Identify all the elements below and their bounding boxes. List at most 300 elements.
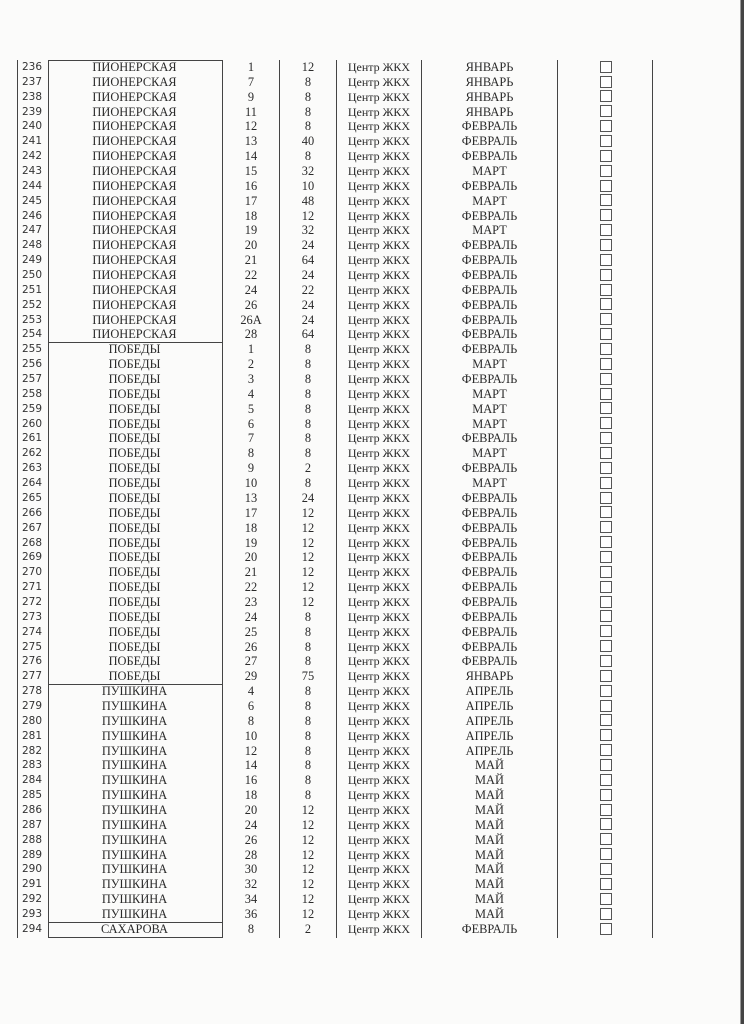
street-name: ПИОНЕРСКАЯ bbox=[92, 297, 177, 312]
table-row bbox=[17, 565, 653, 580]
checkbox-cell bbox=[558, 461, 653, 476]
organization: Центр ЖКХ bbox=[347, 253, 411, 268]
checkbox-cell bbox=[558, 758, 653, 773]
house-number: 21 bbox=[244, 253, 258, 268]
checkbox-cell bbox=[558, 223, 653, 238]
organization: Центр ЖКХ bbox=[347, 802, 411, 817]
checkbox[interactable] bbox=[600, 566, 612, 578]
row-number: 275 bbox=[21, 640, 43, 653]
checkbox[interactable] bbox=[600, 521, 612, 533]
table-row bbox=[17, 60, 653, 75]
row-number: 284 bbox=[21, 774, 43, 787]
street-name: ПУШКИНА bbox=[101, 713, 168, 728]
checkbox[interactable] bbox=[600, 76, 612, 88]
table-row bbox=[17, 446, 653, 461]
checkbox[interactable] bbox=[600, 833, 612, 845]
checkbox-cell bbox=[558, 283, 653, 298]
table-row bbox=[17, 848, 653, 863]
apartment-count: 22 bbox=[301, 282, 315, 297]
organization: Центр ЖКХ bbox=[347, 847, 411, 862]
month: МАЙ bbox=[475, 892, 504, 907]
checkbox-cell bbox=[558, 714, 653, 729]
checkbox[interactable] bbox=[600, 61, 612, 73]
table-row bbox=[17, 461, 653, 476]
table-row bbox=[17, 669, 653, 684]
table-row bbox=[17, 238, 653, 253]
row-number: 256 bbox=[21, 358, 43, 371]
checkbox-cell bbox=[558, 60, 653, 75]
apartment-count: 12 bbox=[301, 877, 315, 892]
checkbox[interactable] bbox=[600, 284, 612, 296]
apartment-count: 24 bbox=[301, 490, 315, 505]
house-number: 2 bbox=[247, 357, 255, 372]
checkbox-cell bbox=[558, 75, 653, 90]
organization: Центр ЖКХ bbox=[347, 386, 411, 401]
apartment-count: 8 bbox=[304, 386, 312, 401]
street-name: ПОБЕДЫ bbox=[108, 609, 161, 624]
checkbox[interactable] bbox=[600, 165, 612, 177]
row-number: 294 bbox=[21, 922, 43, 935]
apartment-count: 12 bbox=[301, 906, 315, 921]
checkbox-cell bbox=[558, 684, 653, 699]
apartment-count: 12 bbox=[301, 580, 315, 595]
house-number: 26А bbox=[240, 312, 262, 327]
street-name: ПОБЕДЫ bbox=[108, 565, 161, 580]
house-number: 25 bbox=[244, 624, 258, 639]
checkbox[interactable] bbox=[600, 744, 612, 756]
house-number: 8 bbox=[247, 921, 255, 936]
checkbox-cell bbox=[558, 238, 653, 253]
checkbox-cell bbox=[558, 803, 653, 818]
apartment-count: 8 bbox=[304, 416, 312, 431]
month: ФЕВРАЛЬ bbox=[461, 119, 518, 134]
house-number: 26 bbox=[244, 639, 258, 654]
row-number: 289 bbox=[21, 848, 43, 861]
apartment-count: 12 bbox=[301, 208, 315, 223]
row-number: 290 bbox=[21, 863, 43, 876]
apartment-count: 12 bbox=[301, 892, 315, 907]
month: АПРЕЛЬ bbox=[465, 684, 514, 699]
table-row bbox=[17, 595, 653, 610]
row-number: 239 bbox=[21, 105, 43, 118]
house-number: 17 bbox=[244, 505, 258, 520]
apartment-count: 8 bbox=[304, 401, 312, 416]
checkbox[interactable] bbox=[600, 848, 612, 860]
month: ФЕВРАЛЬ bbox=[461, 253, 518, 268]
month: ФЕВРАЛЬ bbox=[461, 282, 518, 297]
house-number: 9 bbox=[247, 461, 255, 476]
house-number: 26 bbox=[244, 832, 258, 847]
checkbox[interactable] bbox=[600, 908, 612, 920]
row-number: 260 bbox=[21, 417, 43, 430]
checkbox[interactable] bbox=[600, 373, 612, 385]
checkbox[interactable] bbox=[600, 610, 612, 622]
street-name: ПОБЕДЫ bbox=[108, 401, 161, 416]
table-row bbox=[17, 179, 653, 194]
street-name: ПИОНЕРСКАЯ bbox=[92, 327, 177, 342]
row-number: 242 bbox=[21, 150, 43, 163]
house-number: 16 bbox=[244, 178, 258, 193]
street-name: ПИОНЕРСКАЯ bbox=[92, 74, 177, 89]
table-row bbox=[17, 803, 653, 818]
schedule-table bbox=[17, 60, 653, 937]
checkbox[interactable] bbox=[600, 150, 612, 162]
apartment-count: 8 bbox=[304, 476, 312, 491]
checkbox[interactable] bbox=[600, 536, 612, 548]
month: МАЙ bbox=[475, 817, 504, 832]
street-name: ПОБЕДЫ bbox=[108, 624, 161, 639]
checkbox-cell bbox=[558, 640, 653, 655]
organization: Центр ЖКХ bbox=[347, 550, 411, 565]
checkbox[interactable] bbox=[600, 239, 612, 251]
organization: Центр ЖКХ bbox=[347, 565, 411, 580]
apartment-count: 10 bbox=[301, 178, 315, 193]
table-row bbox=[17, 149, 653, 164]
house-number: 12 bbox=[244, 743, 258, 758]
checkbox-cell bbox=[558, 654, 653, 669]
organization: Центр ЖКХ bbox=[347, 921, 411, 936]
checkbox[interactable] bbox=[600, 328, 612, 340]
organization: Центр ЖКХ bbox=[347, 60, 411, 74]
apartment-count: 8 bbox=[304, 372, 312, 387]
organization: Центр ЖКХ bbox=[347, 862, 411, 877]
row-number: 251 bbox=[21, 283, 43, 296]
month: ЯНВАРЬ bbox=[465, 89, 514, 104]
checkbox[interactable] bbox=[600, 670, 612, 682]
street-name: ПОБЕДЫ bbox=[108, 386, 161, 401]
organization: Центр ЖКХ bbox=[347, 743, 411, 758]
checkbox-cell bbox=[558, 595, 653, 610]
month: ФЕВРАЛЬ bbox=[461, 654, 518, 669]
row-number: 237 bbox=[21, 75, 43, 88]
checkbox[interactable] bbox=[600, 388, 612, 400]
house-number: 14 bbox=[244, 149, 258, 164]
street-name: ПУШКИНА bbox=[101, 788, 168, 803]
month: МАЙ bbox=[475, 847, 504, 862]
street-name: ПОБЕДЫ bbox=[108, 357, 161, 372]
row-number: 285 bbox=[21, 789, 43, 802]
apartment-count: 64 bbox=[301, 327, 315, 342]
table-row bbox=[17, 90, 653, 105]
table-row bbox=[17, 818, 653, 833]
apartment-count: 12 bbox=[301, 535, 315, 550]
organization: Центр ЖКХ bbox=[347, 193, 411, 208]
checkbox-cell bbox=[558, 550, 653, 565]
house-number: 12 bbox=[244, 119, 258, 134]
scan-edge-shadow bbox=[740, 0, 741, 1024]
checkbox[interactable] bbox=[600, 90, 612, 102]
checkbox[interactable] bbox=[600, 402, 612, 414]
house-number: 24 bbox=[244, 609, 258, 624]
table-row bbox=[17, 268, 653, 283]
month: ФЕВРАЛЬ bbox=[461, 268, 518, 283]
checkbox-cell bbox=[558, 565, 653, 580]
checkbox-cell bbox=[558, 417, 653, 432]
table-row bbox=[17, 119, 653, 134]
house-number: 10 bbox=[244, 476, 258, 491]
checkbox[interactable] bbox=[600, 313, 612, 325]
checkbox[interactable] bbox=[600, 477, 612, 489]
month: ФЕВРАЛЬ bbox=[461, 580, 518, 595]
apartment-count: 8 bbox=[304, 773, 312, 788]
table-row bbox=[17, 521, 653, 536]
table-row bbox=[17, 922, 653, 937]
street-name: ПОБЕДЫ bbox=[108, 416, 161, 431]
table-row bbox=[17, 283, 653, 298]
table-row bbox=[17, 491, 653, 506]
house-number: 8 bbox=[247, 446, 255, 461]
checkbox[interactable] bbox=[600, 254, 612, 266]
organization: Центр ЖКХ bbox=[347, 431, 411, 446]
month: МАРТ bbox=[472, 476, 507, 491]
street-name: ПУШКИНА bbox=[101, 684, 168, 699]
checkbox-cell bbox=[558, 298, 653, 313]
table-row bbox=[17, 417, 653, 432]
checkbox-cell bbox=[558, 313, 653, 328]
apartment-count: 12 bbox=[301, 832, 315, 847]
table-row bbox=[17, 372, 653, 387]
apartment-count: 8 bbox=[304, 624, 312, 639]
street-name: ПОБЕДЫ bbox=[108, 594, 161, 609]
checkbox-cell bbox=[558, 922, 653, 937]
checkbox[interactable] bbox=[600, 105, 612, 117]
house-number: 19 bbox=[244, 223, 258, 238]
checkbox[interactable] bbox=[600, 818, 612, 830]
house-number: 19 bbox=[244, 535, 258, 550]
checkbox[interactable] bbox=[600, 893, 612, 905]
checkbox[interactable] bbox=[600, 358, 612, 370]
organization: Центр ЖКХ bbox=[347, 505, 411, 520]
month: МАРТ bbox=[472, 386, 507, 401]
street-name: ПИОНЕРСКАЯ bbox=[92, 253, 177, 268]
checkbox-cell bbox=[558, 729, 653, 744]
house-number: 4 bbox=[247, 386, 255, 401]
checkbox[interactable] bbox=[600, 269, 612, 281]
street-name: ПУШКИНА bbox=[101, 892, 168, 907]
organization: Центр ЖКХ bbox=[347, 416, 411, 431]
checkbox-cell bbox=[558, 268, 653, 283]
checkbox[interactable] bbox=[600, 878, 612, 890]
apartment-count: 8 bbox=[304, 698, 312, 713]
house-number: 23 bbox=[244, 594, 258, 609]
checkbox[interactable] bbox=[600, 194, 612, 206]
checkbox[interactable] bbox=[600, 596, 612, 608]
organization: Центр ЖКХ bbox=[347, 684, 411, 699]
organization: Центр ЖКХ bbox=[347, 773, 411, 788]
checkbox[interactable] bbox=[600, 432, 612, 444]
table-row bbox=[17, 877, 653, 892]
checkbox[interactable] bbox=[600, 759, 612, 771]
organization: Центр ЖКХ bbox=[347, 208, 411, 223]
month: МАРТ bbox=[472, 193, 507, 208]
apartment-count: 8 bbox=[304, 639, 312, 654]
organization: Центр ЖКХ bbox=[347, 357, 411, 372]
checkbox[interactable] bbox=[600, 506, 612, 518]
month: МАЙ bbox=[475, 758, 504, 773]
apartment-count: 12 bbox=[301, 565, 315, 580]
organization: Центр ЖКХ bbox=[347, 535, 411, 550]
checkbox[interactable] bbox=[600, 298, 612, 310]
checkbox-cell bbox=[558, 580, 653, 595]
apartment-count: 12 bbox=[301, 520, 315, 535]
table-row bbox=[17, 714, 653, 729]
month: МАРТ bbox=[472, 446, 507, 461]
checkbox[interactable] bbox=[600, 581, 612, 593]
row-number: 264 bbox=[21, 477, 43, 490]
apartment-count: 12 bbox=[301, 550, 315, 565]
checkbox[interactable] bbox=[600, 640, 612, 652]
table-row bbox=[17, 758, 653, 773]
checkbox[interactable] bbox=[600, 729, 612, 741]
street-name: ПОБЕДЫ bbox=[108, 476, 161, 491]
table-row bbox=[17, 194, 653, 209]
house-number: 17 bbox=[244, 193, 258, 208]
month: ФЕВРАЛЬ bbox=[461, 178, 518, 193]
organization: Центр ЖКХ bbox=[347, 788, 411, 803]
checkbox-cell bbox=[558, 387, 653, 402]
checkbox[interactable] bbox=[600, 492, 612, 504]
table-row bbox=[17, 105, 653, 120]
checkbox-cell bbox=[558, 669, 653, 684]
checkbox[interactable] bbox=[600, 863, 612, 875]
month: ФЕВРАЛЬ bbox=[461, 609, 518, 624]
row-number: 269 bbox=[21, 551, 43, 564]
checkbox[interactable] bbox=[600, 462, 612, 474]
organization: Центр ЖКХ bbox=[347, 89, 411, 104]
apartment-count: 12 bbox=[301, 847, 315, 862]
checkbox[interactable] bbox=[600, 417, 612, 429]
apartment-count: 8 bbox=[304, 788, 312, 803]
row-number: 276 bbox=[21, 655, 43, 668]
table-row bbox=[17, 387, 653, 402]
house-number: 9 bbox=[247, 89, 255, 104]
organization: Центр ЖКХ bbox=[347, 580, 411, 595]
checkbox[interactable] bbox=[600, 209, 612, 221]
month: МАРТ bbox=[472, 401, 507, 416]
house-number: 10 bbox=[244, 728, 258, 743]
checkbox[interactable] bbox=[600, 135, 612, 147]
checkbox[interactable] bbox=[600, 685, 612, 697]
street-name: ПУШКИНА bbox=[101, 832, 168, 847]
checkbox-cell bbox=[558, 209, 653, 224]
checkbox-cell bbox=[558, 342, 653, 357]
checkbox[interactable] bbox=[600, 343, 612, 355]
organization: Центр ЖКХ bbox=[347, 297, 411, 312]
house-number: 8 bbox=[247, 713, 255, 728]
checkbox[interactable] bbox=[600, 789, 612, 801]
street-name: ПУШКИНА bbox=[101, 802, 168, 817]
checkbox[interactable] bbox=[600, 655, 612, 667]
checkbox-cell bbox=[558, 848, 653, 863]
checkbox-cell bbox=[558, 610, 653, 625]
street-name: ПУШКИНА bbox=[101, 877, 168, 892]
apartment-count: 8 bbox=[304, 149, 312, 164]
checkbox-cell bbox=[558, 907, 653, 922]
month: МАЙ bbox=[475, 788, 504, 803]
house-number: 16 bbox=[244, 773, 258, 788]
house-number: 36 bbox=[244, 906, 258, 921]
table-row bbox=[17, 684, 653, 699]
row-number: 267 bbox=[21, 521, 43, 534]
street-name: ПОБЕДЫ bbox=[108, 342, 161, 357]
street-name: ПУШКИНА bbox=[101, 728, 168, 743]
apartment-count: 12 bbox=[301, 60, 315, 74]
street-name: ПУШКИНА bbox=[101, 743, 168, 758]
checkbox-cell bbox=[558, 90, 653, 105]
month: ФЕВРАЛЬ bbox=[461, 312, 518, 327]
table-row bbox=[17, 342, 653, 357]
checkbox[interactable] bbox=[600, 120, 612, 132]
organization: Центр ЖКХ bbox=[347, 698, 411, 713]
checkbox-cell bbox=[558, 862, 653, 877]
organization: Центр ЖКХ bbox=[347, 282, 411, 297]
table-row bbox=[17, 580, 653, 595]
checkbox[interactable] bbox=[600, 180, 612, 192]
street-name: ПУШКИНА bbox=[101, 758, 168, 773]
checkbox[interactable] bbox=[600, 774, 612, 786]
row-number: 265 bbox=[21, 491, 43, 504]
organization: Центр ЖКХ bbox=[347, 446, 411, 461]
checkbox[interactable] bbox=[600, 923, 612, 935]
checkbox[interactable] bbox=[600, 551, 612, 563]
row-number: 291 bbox=[21, 878, 43, 891]
row-number: 245 bbox=[21, 194, 43, 207]
organization: Центр ЖКХ bbox=[347, 461, 411, 476]
house-number: 28 bbox=[244, 847, 258, 862]
apartment-count: 40 bbox=[301, 134, 315, 149]
apartment-count: 8 bbox=[304, 119, 312, 134]
checkbox[interactable] bbox=[600, 625, 612, 637]
apartment-count: 8 bbox=[304, 758, 312, 773]
organization: Центр ЖКХ bbox=[347, 906, 411, 921]
table-row bbox=[17, 729, 653, 744]
row-number: 252 bbox=[21, 298, 43, 311]
street-name: ПОБЕДЫ bbox=[108, 505, 161, 520]
row-number: 266 bbox=[21, 506, 43, 519]
house-number: 1 bbox=[247, 342, 255, 357]
month: АПРЕЛЬ bbox=[465, 743, 514, 758]
month: ФЕВРАЛЬ bbox=[461, 594, 518, 609]
checkbox[interactable] bbox=[600, 700, 612, 712]
apartment-count: 8 bbox=[304, 684, 312, 699]
checkbox-cell bbox=[558, 892, 653, 907]
apartment-count: 64 bbox=[301, 253, 315, 268]
row-number: 288 bbox=[21, 833, 43, 846]
table-row bbox=[17, 134, 653, 149]
house-number: 15 bbox=[244, 164, 258, 179]
street-name: ПИОНЕРСКАЯ bbox=[92, 178, 177, 193]
house-number: 3 bbox=[247, 372, 255, 387]
apartment-count: 8 bbox=[304, 713, 312, 728]
organization: Центр ЖКХ bbox=[347, 728, 411, 743]
apartment-count: 8 bbox=[304, 431, 312, 446]
month: ФЕВРАЛЬ bbox=[461, 327, 518, 342]
row-number: 258 bbox=[21, 387, 43, 400]
checkbox[interactable] bbox=[600, 224, 612, 236]
month: ФЕВРАЛЬ bbox=[461, 490, 518, 505]
organization: Центр ЖКХ bbox=[347, 713, 411, 728]
row-number: 271 bbox=[21, 581, 43, 594]
checkbox-cell bbox=[558, 788, 653, 803]
house-number: 6 bbox=[247, 698, 255, 713]
month: ЯНВАРЬ bbox=[465, 60, 514, 74]
street-name: ПИОНЕРСКАЯ bbox=[92, 282, 177, 297]
checkbox[interactable] bbox=[600, 714, 612, 726]
checkbox[interactable] bbox=[600, 447, 612, 459]
table-row bbox=[17, 298, 653, 313]
checkbox[interactable] bbox=[600, 804, 612, 816]
apartment-count: 24 bbox=[301, 268, 315, 283]
